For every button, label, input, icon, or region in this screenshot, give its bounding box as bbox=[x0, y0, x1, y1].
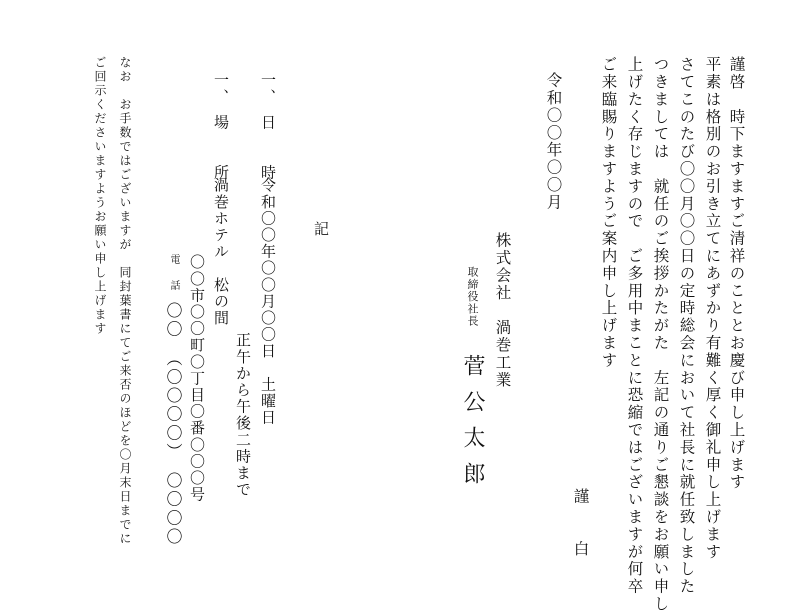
body-line-5: ご来臨賜りますようご案内申し上げます bbox=[599, 56, 618, 370]
letter-date: 令和〇〇年〇〇月 bbox=[544, 72, 563, 212]
sender-title: 取締役社長 bbox=[466, 266, 479, 327]
date-label: 一、 日 時 bbox=[259, 72, 277, 181]
phone-label: 電 話 bbox=[168, 254, 179, 293]
body-line-4: 上げたく存じますので ご多用中まことに恐縮ではございますが何卒 bbox=[625, 56, 644, 596]
phone-number: 〇〇 （〇〇〇〇） 〇〇〇〇 bbox=[164, 302, 183, 547]
opening-greeting: 謹啓 時下ますますご清祥のこととお慶び申し上げます bbox=[727, 56, 746, 491]
body-line-1: 平素は格別のお引き立てにあずかり有難く厚く御礼申し上げます bbox=[703, 56, 722, 561]
time-value: 正午から午後二時まで bbox=[234, 332, 252, 498]
venue-address: 〇〇市〇〇町〇丁目〇番〇〇〇号 bbox=[188, 254, 206, 503]
venue-name: 渦巻ホテル 松の間 bbox=[212, 177, 230, 327]
date-value: 令和〇〇年〇〇月〇〇日 土曜日 bbox=[259, 177, 277, 426]
body-line-2: さてこのたび〇〇月〇〇日の定時総会において社長に就任致しました bbox=[677, 56, 696, 596]
sender-name: 菅公太郎 bbox=[460, 354, 485, 498]
note-line-1: なお お手数ではございますが 同封葉書にてご来否のほどを〇月末日までに bbox=[118, 56, 132, 546]
place-label: 一、 場 所 bbox=[212, 72, 230, 181]
ki-heading: 記 bbox=[312, 221, 330, 238]
body-line-3: つきましては 就任のご挨拶かたがた 左記の通りご懇談をお願い申し bbox=[651, 56, 670, 613]
closing-phrase: 謹 白 bbox=[571, 488, 590, 558]
company-name: 株式会社 渦巻工業 bbox=[493, 232, 512, 389]
note-line-2: ご回示くださいますようお願い申し上げます bbox=[93, 56, 107, 336]
